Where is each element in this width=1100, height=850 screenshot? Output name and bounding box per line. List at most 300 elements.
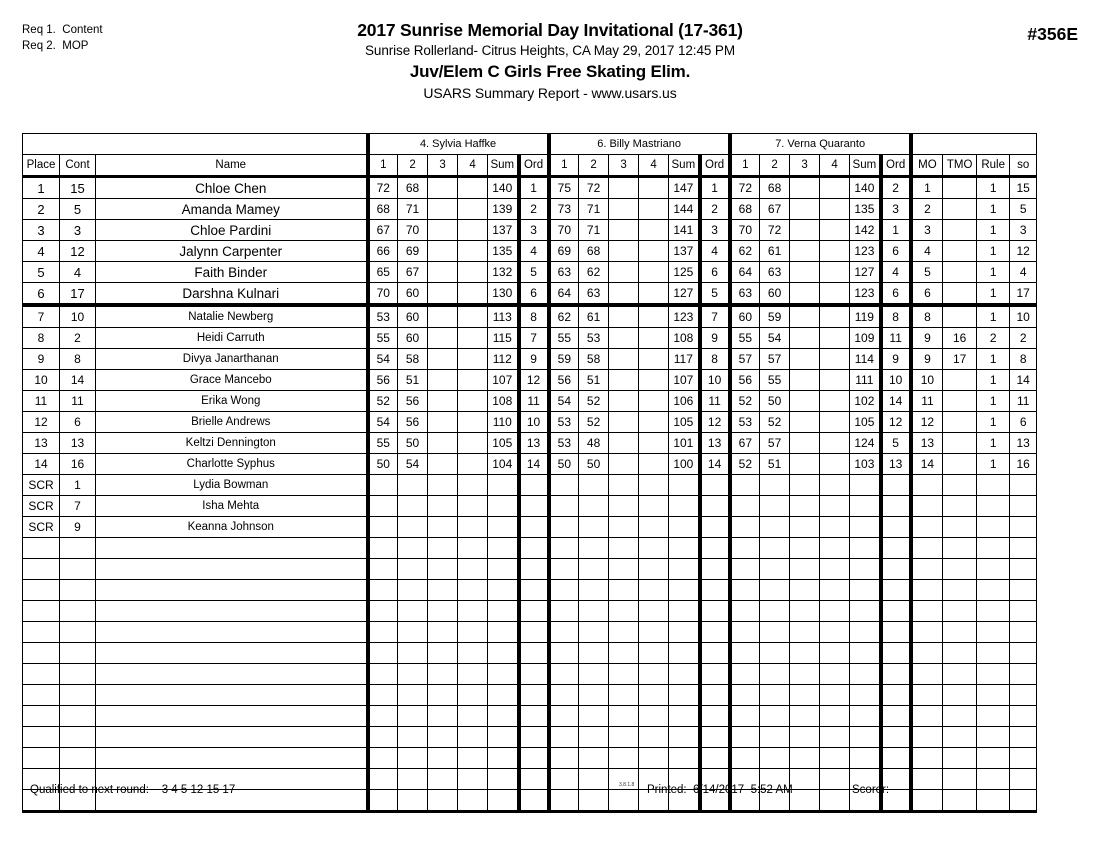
- cell-judge2-req3: [609, 517, 639, 538]
- header-place: Place: [23, 155, 60, 177]
- cell-so: [1010, 475, 1037, 496]
- cell-judge3-c2: [790, 580, 820, 601]
- cell-mo: 11: [911, 391, 943, 412]
- cell-judge3-c5: [881, 706, 911, 727]
- cell-judge3-req4: [820, 283, 850, 306]
- cell-judge3-c3: [820, 559, 850, 580]
- cell-judge1-req3: [428, 496, 458, 517]
- cell-tmo: [943, 664, 977, 685]
- cell-tmo: [943, 199, 977, 220]
- cell-judge1-req4: [458, 349, 488, 370]
- cell-judge3-sum: 102: [850, 391, 881, 412]
- cell-judge2-req1: [549, 496, 579, 517]
- cell-judge2-ord: 14: [700, 454, 730, 475]
- cell-rule: [977, 706, 1010, 727]
- cell-judge3-c5: [881, 538, 911, 559]
- cell-judge2-req2: 58: [579, 349, 609, 370]
- cell-judge3-req1: 55: [730, 328, 760, 349]
- cell-so: 3: [1010, 220, 1037, 241]
- cell-place: 10: [23, 370, 60, 391]
- cell-judge1-c1: [398, 580, 428, 601]
- cell-mo: 13: [911, 433, 943, 454]
- cell-judge2-c5: [700, 580, 730, 601]
- cell-judge3-c1: [760, 643, 790, 664]
- cell-so: 12: [1010, 241, 1037, 262]
- cell-judge2-req1: 73: [549, 199, 579, 220]
- cell-judge2-req1: 56: [549, 370, 579, 391]
- cell-judge3-req4: [820, 262, 850, 283]
- cell-judge3-req1: 62: [730, 241, 760, 262]
- cell-so: [1010, 685, 1037, 706]
- cell-judge1-req1: 55: [368, 433, 398, 454]
- software-version: 3.8.1.8: [619, 782, 635, 788]
- header-j1-sum: Sum: [488, 155, 519, 177]
- cell-judge1-req3: [428, 177, 458, 199]
- cell-rule: [977, 685, 1010, 706]
- cell-tmo: [943, 706, 977, 727]
- cell-judge1-req2: 70: [398, 220, 428, 241]
- cell-judge3-req2: [760, 475, 790, 496]
- cell-judge1-c5: [519, 622, 549, 643]
- report-footer: [22, 782, 1036, 802]
- cell-judge1-c4: [488, 538, 519, 559]
- cell-judge1-c0: [368, 601, 398, 622]
- cell-judge3-sum: 135: [850, 199, 881, 220]
- cell-place: 12: [23, 412, 60, 433]
- cell-judge2-req2: 52: [579, 412, 609, 433]
- cell-judge1-sum: 110: [488, 412, 519, 433]
- cell-judge1-req2: 54: [398, 454, 428, 475]
- cell-mo: [911, 727, 943, 748]
- cell-so: 2: [1010, 328, 1037, 349]
- cell-judge3-c2: [790, 748, 820, 769]
- table-row-empty: [23, 685, 1037, 706]
- cell-judge3-req2: 72: [760, 220, 790, 241]
- cell-judge3-c1: [760, 664, 790, 685]
- cell-judge2-req4: [639, 349, 669, 370]
- cell-rule: 1: [977, 177, 1010, 199]
- cell-judge2-req4: [639, 220, 669, 241]
- cell-cont: [60, 685, 96, 706]
- cell-judge1-ord: 10: [519, 412, 549, 433]
- cell-judge2-sum: 117: [669, 349, 700, 370]
- cell-judge1-c3: [458, 706, 488, 727]
- cell-judge2-ord: 10: [700, 370, 730, 391]
- cell-judge3-req1: 56: [730, 370, 760, 391]
- cell-judge3-sum: [850, 475, 881, 496]
- cell-judge3-c0: [730, 559, 760, 580]
- cell-judge1-c4: [488, 685, 519, 706]
- cell-judge1-req4: [458, 220, 488, 241]
- cell-so: 5: [1010, 199, 1037, 220]
- cell-judge3-c2: [790, 643, 820, 664]
- cell-skater-name: Faith Binder: [96, 262, 368, 283]
- cell-judge2-c2: [609, 685, 639, 706]
- cell-judge3-c3: [820, 601, 850, 622]
- cell-judge1-c4: [488, 601, 519, 622]
- cell-rule: 1: [977, 370, 1010, 391]
- cell-judge2-c4: [669, 727, 700, 748]
- cell-judge1-c4: [488, 727, 519, 748]
- cell-judge2-req2: 53: [579, 328, 609, 349]
- cell-skater-name: [96, 601, 368, 622]
- header-j1-req3: 3: [428, 155, 458, 177]
- cell-tmo: [943, 220, 977, 241]
- cell-cont: [60, 748, 96, 769]
- cell-judge2-c0: [549, 748, 579, 769]
- cell-judge1-req1: 66: [368, 241, 398, 262]
- cell-judge2-c1: [579, 580, 609, 601]
- cell-judge2-ord: 11: [700, 391, 730, 412]
- cell-judge3-c1: [760, 748, 790, 769]
- cell-judge2-req1: 63: [549, 262, 579, 283]
- cell-judge1-req1: [368, 475, 398, 496]
- table-row: [23, 328, 1037, 349]
- cell-tmo: [943, 559, 977, 580]
- cell-so: [1010, 664, 1037, 685]
- cell-judge1-req2: 68: [398, 177, 428, 199]
- table-row-empty: [23, 559, 1037, 580]
- cell-so: [1010, 559, 1037, 580]
- cell-judge1-req4: [458, 305, 488, 328]
- cell-judge3-req1: 53: [730, 412, 760, 433]
- cell-judge1-req4: [458, 433, 488, 454]
- cell-judge1-c5: [519, 559, 549, 580]
- cell-judge2-c1: [579, 559, 609, 580]
- cell-judge1-req3: [428, 517, 458, 538]
- cell-tmo: [943, 370, 977, 391]
- cell-tmo: [943, 391, 977, 412]
- cell-rule: 1: [977, 412, 1010, 433]
- cell-cont: 6: [60, 412, 96, 433]
- cell-judge3-c0: [730, 727, 760, 748]
- cell-judge2-req2: 68: [579, 241, 609, 262]
- cell-judge1-req3: [428, 412, 458, 433]
- cell-judge3-c0: [730, 643, 760, 664]
- cell-judge3-c0: [730, 622, 760, 643]
- table-row-empty: [23, 580, 1037, 601]
- cell-judge3-c2: [790, 664, 820, 685]
- cell-judge2-req4: [639, 199, 669, 220]
- cell-judge1-req4: [458, 412, 488, 433]
- cell-rule: [977, 601, 1010, 622]
- cell-judge3-c3: [820, 643, 850, 664]
- cell-skater-name: Heidi Carruth: [96, 328, 368, 349]
- cell-judge1-c4: [488, 706, 519, 727]
- cell-so: 6: [1010, 412, 1037, 433]
- cell-judge2-c4: [669, 706, 700, 727]
- header-j3-ord: Ord: [881, 155, 911, 177]
- cell-judge1-req2: 60: [398, 305, 428, 328]
- cell-judge3-ord: 12: [881, 412, 911, 433]
- cell-tmo: [943, 538, 977, 559]
- cell-judge1-req2: 67: [398, 262, 428, 283]
- cell-judge1-c2: [428, 559, 458, 580]
- cell-mo: 10: [911, 370, 943, 391]
- cell-judge1-c3: [458, 538, 488, 559]
- cell-skater-name: Jalynn Carpenter: [96, 241, 368, 262]
- cell-rule: [977, 643, 1010, 664]
- cell-judge2-c4: [669, 748, 700, 769]
- cell-judge2-req2: 62: [579, 262, 609, 283]
- column-header-row: [23, 155, 1037, 177]
- cell-judge3-c5: [881, 664, 911, 685]
- cell-so: 15: [1010, 177, 1037, 199]
- cell-cont: 1: [60, 475, 96, 496]
- cell-judge1-req3: [428, 305, 458, 328]
- cell-judge1-c1: [398, 559, 428, 580]
- cell-judge1-c1: [398, 538, 428, 559]
- cell-judge2-req3: [609, 199, 639, 220]
- cell-judge1-sum: [488, 496, 519, 517]
- header-j3-req4: 4: [820, 155, 850, 177]
- banner-empty-right: [911, 134, 1037, 155]
- cell-judge2-c1: [579, 601, 609, 622]
- summary-results-table: [22, 133, 1037, 813]
- venue-datetime-line: Sunrise Rollerland- Citrus Heights, CA May 29, 2017 12:45 PM: [365, 43, 735, 58]
- cell-judge2-req1: 70: [549, 220, 579, 241]
- cell-judge2-sum: 147: [669, 177, 700, 199]
- cell-judge2-req4: [639, 517, 669, 538]
- cell-judge3-c3: [820, 580, 850, 601]
- cell-judge2-c1: [579, 706, 609, 727]
- cell-judge1-c0: [368, 685, 398, 706]
- cell-place: [23, 664, 60, 685]
- cell-mo: 2: [911, 199, 943, 220]
- cell-judge1-c1: [398, 622, 428, 643]
- cell-judge2-sum: 141: [669, 220, 700, 241]
- cell-judge3-c1: [760, 622, 790, 643]
- cell-judge1-sum: 105: [488, 433, 519, 454]
- banner-empty-left: [23, 134, 368, 155]
- cell-mo: 9: [911, 349, 943, 370]
- cell-judge3-c2: [790, 727, 820, 748]
- cell-rule: 1: [977, 220, 1010, 241]
- cell-judge1-sum: 108: [488, 391, 519, 412]
- cell-judge1-c3: [458, 643, 488, 664]
- cell-judge1-c0: [368, 643, 398, 664]
- cell-judge3-c4: [850, 622, 881, 643]
- cell-judge2-req1: 53: [549, 412, 579, 433]
- cell-judge1-c2: [428, 727, 458, 748]
- cell-judge1-req3: [428, 262, 458, 283]
- table-row: [23, 220, 1037, 241]
- cell-mo: [911, 559, 943, 580]
- cell-tmo: [943, 643, 977, 664]
- cell-judge3-c4: [850, 685, 881, 706]
- cell-judge2-sum: 127: [669, 283, 700, 306]
- cell-judge3-req4: [820, 220, 850, 241]
- cell-cont: [60, 580, 96, 601]
- cell-place: 5: [23, 262, 60, 283]
- cell-judge3-req2: [760, 517, 790, 538]
- cell-judge3-req4: [820, 433, 850, 454]
- cell-judge2-sum: 106: [669, 391, 700, 412]
- cell-judge3-sum: 123: [850, 241, 881, 262]
- cell-judge3-req1: 72: [730, 177, 760, 199]
- cell-place: 6: [23, 283, 60, 306]
- cell-judge2-ord: 6: [700, 262, 730, 283]
- cell-judge1-req2: 60: [398, 283, 428, 306]
- cell-cont: [60, 559, 96, 580]
- cell-judge2-sum: 137: [669, 241, 700, 262]
- table-row-empty: [23, 601, 1037, 622]
- cell-judge1-ord: 11: [519, 391, 549, 412]
- cell-judge1-req3: [428, 199, 458, 220]
- cell-judge3-c4: [850, 538, 881, 559]
- cell-judge2-c2: [609, 559, 639, 580]
- cell-judge2-req4: [639, 305, 669, 328]
- cell-judge1-c1: [398, 664, 428, 685]
- cell-judge1-sum: 140: [488, 177, 519, 199]
- cell-judge1-c2: [428, 706, 458, 727]
- cell-judge2-req1: 75: [549, 177, 579, 199]
- cell-judge2-req1: 54: [549, 391, 579, 412]
- cell-judge1-req3: [428, 475, 458, 496]
- header-j3-sum: Sum: [850, 155, 881, 177]
- cell-judge3-req4: [820, 177, 850, 199]
- cell-judge3-req2: 57: [760, 349, 790, 370]
- cell-skater-name: Chloe Pardini: [96, 220, 368, 241]
- header-cont: Cont: [60, 155, 96, 177]
- cell-tmo: [943, 262, 977, 283]
- cell-judge1-req3: [428, 370, 458, 391]
- cell-judge2-req1: 53: [549, 433, 579, 454]
- cell-judge3-ord: [881, 517, 911, 538]
- cell-tmo: [943, 496, 977, 517]
- cell-judge2-sum: 108: [669, 328, 700, 349]
- cell-judge3-sum: 119: [850, 305, 881, 328]
- cell-cont: [60, 601, 96, 622]
- cell-skater-name: Erika Wong: [96, 391, 368, 412]
- cell-judge1-sum: [488, 475, 519, 496]
- cell-judge2-c5: [700, 706, 730, 727]
- cell-judge3-sum: [850, 517, 881, 538]
- cell-judge1-req1: 56: [368, 370, 398, 391]
- cell-judge2-req4: [639, 370, 669, 391]
- cell-judge3-c2: [790, 622, 820, 643]
- cell-judge2-req2: 48: [579, 433, 609, 454]
- cell-judge2-req3: [609, 370, 639, 391]
- cell-judge2-c2: [609, 643, 639, 664]
- cell-judge2-req2: 51: [579, 370, 609, 391]
- table-row: [23, 262, 1037, 283]
- cell-rule: 1: [977, 349, 1010, 370]
- cell-place: [23, 706, 60, 727]
- cell-skater-name: Natalie Newberg: [96, 305, 368, 328]
- cell-judge2-req3: [609, 433, 639, 454]
- cell-judge3-req4: [820, 199, 850, 220]
- cell-judge2-c5: [700, 601, 730, 622]
- cell-judge2-c5: [700, 685, 730, 706]
- header-j1-req1: 1: [368, 155, 398, 177]
- cell-judge3-req3: [790, 328, 820, 349]
- cell-judge1-req1: 68: [368, 199, 398, 220]
- header-j1-req4: 4: [458, 155, 488, 177]
- cell-judge3-sum: 109: [850, 328, 881, 349]
- cell-judge1-c3: [458, 622, 488, 643]
- cell-so: 8: [1010, 349, 1037, 370]
- cell-judge3-c2: [790, 538, 820, 559]
- cell-judge2-c5: [700, 622, 730, 643]
- header-j2-ord: Ord: [700, 155, 730, 177]
- cell-so: 14: [1010, 370, 1037, 391]
- cell-cont: 9: [60, 517, 96, 538]
- cell-judge3-c4: [850, 643, 881, 664]
- cell-judge3-ord: 9: [881, 349, 911, 370]
- cell-judge1-sum: 113: [488, 305, 519, 328]
- cell-judge1-sum: [488, 517, 519, 538]
- cell-judge2-c2: [609, 601, 639, 622]
- cell-judge3-req3: [790, 241, 820, 262]
- cell-rule: 1: [977, 391, 1010, 412]
- cell-judge1-req3: [428, 241, 458, 262]
- cell-place: 2: [23, 199, 60, 220]
- cell-so: 11: [1010, 391, 1037, 412]
- cell-mo: [911, 643, 943, 664]
- cell-judge3-c4: [850, 580, 881, 601]
- cell-judge3-req1: [730, 517, 760, 538]
- cell-judge2-c1: [579, 538, 609, 559]
- table-row: [23, 370, 1037, 391]
- cell-judge2-c1: [579, 643, 609, 664]
- cell-rule: [977, 538, 1010, 559]
- cell-judge2-req3: [609, 283, 639, 306]
- cell-tmo: [943, 622, 977, 643]
- cell-judge3-req3: [790, 454, 820, 475]
- cell-judge1-c5: [519, 538, 549, 559]
- cell-judge2-sum: 125: [669, 262, 700, 283]
- cell-judge1-req2: 69: [398, 241, 428, 262]
- cell-judge1-ord: 8: [519, 305, 549, 328]
- cell-judge2-req1: 62: [549, 305, 579, 328]
- cell-place: [23, 685, 60, 706]
- cell-cont: 2: [60, 328, 96, 349]
- cell-judge1-ord: 5: [519, 262, 549, 283]
- cell-judge3-req2: 63: [760, 262, 790, 283]
- cell-judge3-ord: 3: [881, 199, 911, 220]
- cell-judge2-req4: [639, 496, 669, 517]
- results-rows: [23, 177, 1037, 812]
- cell-judge1-c1: [398, 748, 428, 769]
- cell-cont: 13: [60, 433, 96, 454]
- header-j3-req3: 3: [790, 155, 820, 177]
- cell-tmo: [943, 412, 977, 433]
- table-row-empty: [23, 706, 1037, 727]
- cell-judge1-req4: [458, 475, 488, 496]
- cell-place: [23, 622, 60, 643]
- cell-judge2-req1: 69: [549, 241, 579, 262]
- cell-place: 7: [23, 305, 60, 328]
- cell-judge1-sum: 130: [488, 283, 519, 306]
- cell-judge1-req4: [458, 241, 488, 262]
- cell-so: [1010, 601, 1037, 622]
- cell-judge1-sum: 104: [488, 454, 519, 475]
- cell-judge1-c0: [368, 622, 398, 643]
- cell-so: 10: [1010, 305, 1037, 328]
- cell-judge2-ord: 9: [700, 328, 730, 349]
- cell-cont: 17: [60, 283, 96, 306]
- cell-judge3-req4: [820, 496, 850, 517]
- cell-judge1-c5: [519, 643, 549, 664]
- cell-skater-name: [96, 538, 368, 559]
- table-row: [23, 391, 1037, 412]
- cell-judge2-req3: [609, 391, 639, 412]
- cell-judge3-req4: [820, 412, 850, 433]
- cell-so: 13: [1010, 433, 1037, 454]
- cell-rule: 1: [977, 199, 1010, 220]
- cell-judge2-sum: 144: [669, 199, 700, 220]
